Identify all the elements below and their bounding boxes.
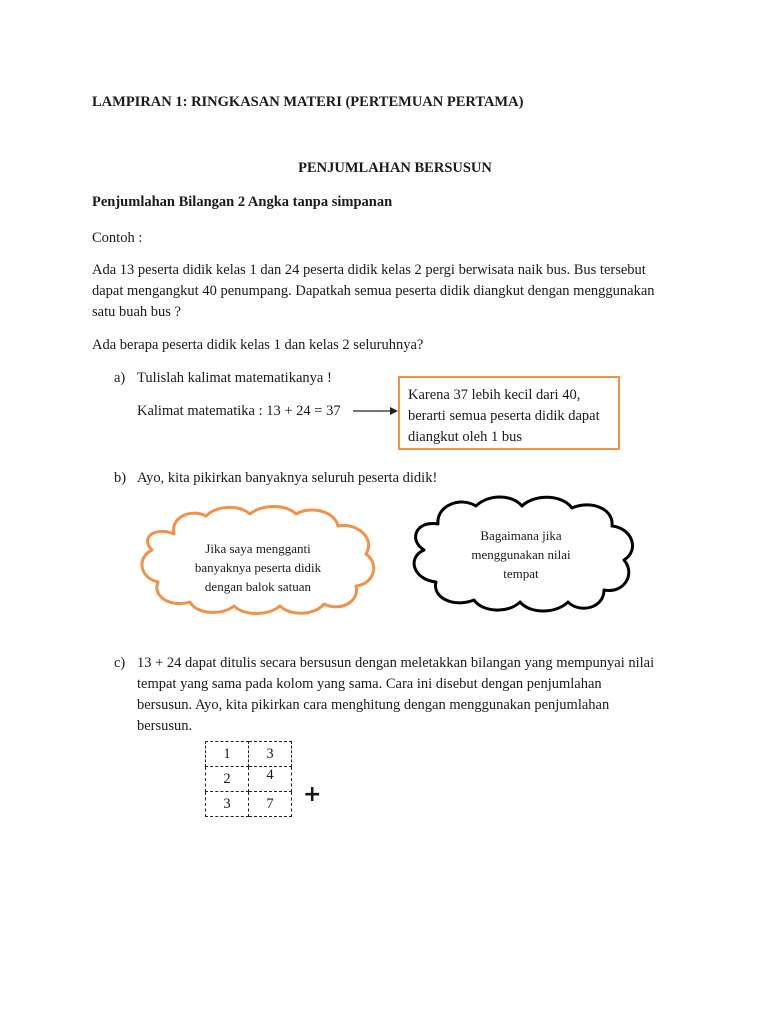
cloud-right-line-2: menggunakan nilai — [471, 547, 571, 562]
conclusion-line-1: Karena 37 lebih kecil dari 40, — [408, 387, 581, 403]
table-row — [206, 742, 292, 767]
cloud-right-line-3: tempat — [503, 566, 539, 581]
question-text: Ada berapa peserta didik kelas 1 dan kelas 2 seluruhnya? — [92, 337, 424, 353]
cloud-left-line-1: Jika saya mengganti — [205, 541, 311, 556]
item-a-marker: a) — [114, 370, 126, 386]
item-c-marker: c) — [114, 655, 126, 671]
document-title: LAMPIRAN 1: RINGKASAN MATERI (PERTEMUAN PERTAMA) — [92, 94, 524, 110]
plus-sign: + — [303, 782, 322, 807]
item-c-line-1: 13 + 24 dapat ditulis secara bersusun dengan meletakkan bilangan yang mempunyai nilai — [137, 655, 655, 671]
problem-line-2: dapat mengangkut 40 penumpang. Dapatkah semua peserta didik diangkut dengan menggunakan — [92, 283, 655, 299]
table-row — [206, 792, 292, 817]
cloud-left-line-2: banyaknya peserta didik — [194, 560, 322, 575]
example-label: Contoh : — [92, 230, 143, 246]
item-a-text: Tulislah kalimat matematikanya ! — [137, 370, 332, 386]
section-subtitle: Penjumlahan Bilangan 2 Angka tanpa simpanan — [92, 194, 393, 210]
item-b-marker: b) — [114, 470, 127, 486]
problem-line-3: satu buah bus ? — [92, 304, 181, 320]
table-cell: 3 — [249, 742, 292, 767]
conclusion-line-3: diangkut oleh 1 bus — [408, 429, 522, 445]
column-addition-table — [205, 741, 292, 817]
section-title: PENJUMLAHAN BERSUSUN — [298, 160, 492, 176]
cloud-right-text — [426, 526, 616, 583]
cloud-right-line-1: Bagaimana jika — [480, 528, 562, 543]
table-row — [206, 767, 292, 792]
table-cell: 3 — [206, 792, 249, 817]
equation-text: Kalimat matematika : 13 + 24 = 37 — [137, 403, 341, 419]
conclusion-box — [398, 376, 620, 450]
item-b-text: Ayo, kita pikirkan banyaknya seluruh peserta didik! — [137, 470, 438, 486]
cloud-left-text — [160, 539, 356, 596]
table-cell: 4 — [249, 767, 292, 792]
table-cell: 7 — [249, 792, 292, 817]
problem-line-1: Ada 13 peserta didik kelas 1 dan 24 peserta didik kelas 2 pergi berwisata naik bus. Bus tersebut — [92, 262, 646, 278]
conclusion-line-2: berarti semua peserta didik dapat — [408, 408, 600, 424]
item-c-line-2: tempat yang sama pada kolom yang sama. Cara ini disebut dengan penjumlahan — [137, 676, 602, 692]
cloud-left-line-3: dengan balok satuan — [204, 579, 312, 594]
item-c-line-4: bersusun. — [137, 718, 193, 734]
table-cell: 2 — [206, 767, 249, 792]
arrow-right-icon — [352, 404, 400, 418]
item-c-line-3: bersusun. Ayo, kita pikirkan cara menghitung dengan menggunakan penjumlahan — [137, 697, 610, 713]
table-cell: 1 — [206, 742, 249, 767]
